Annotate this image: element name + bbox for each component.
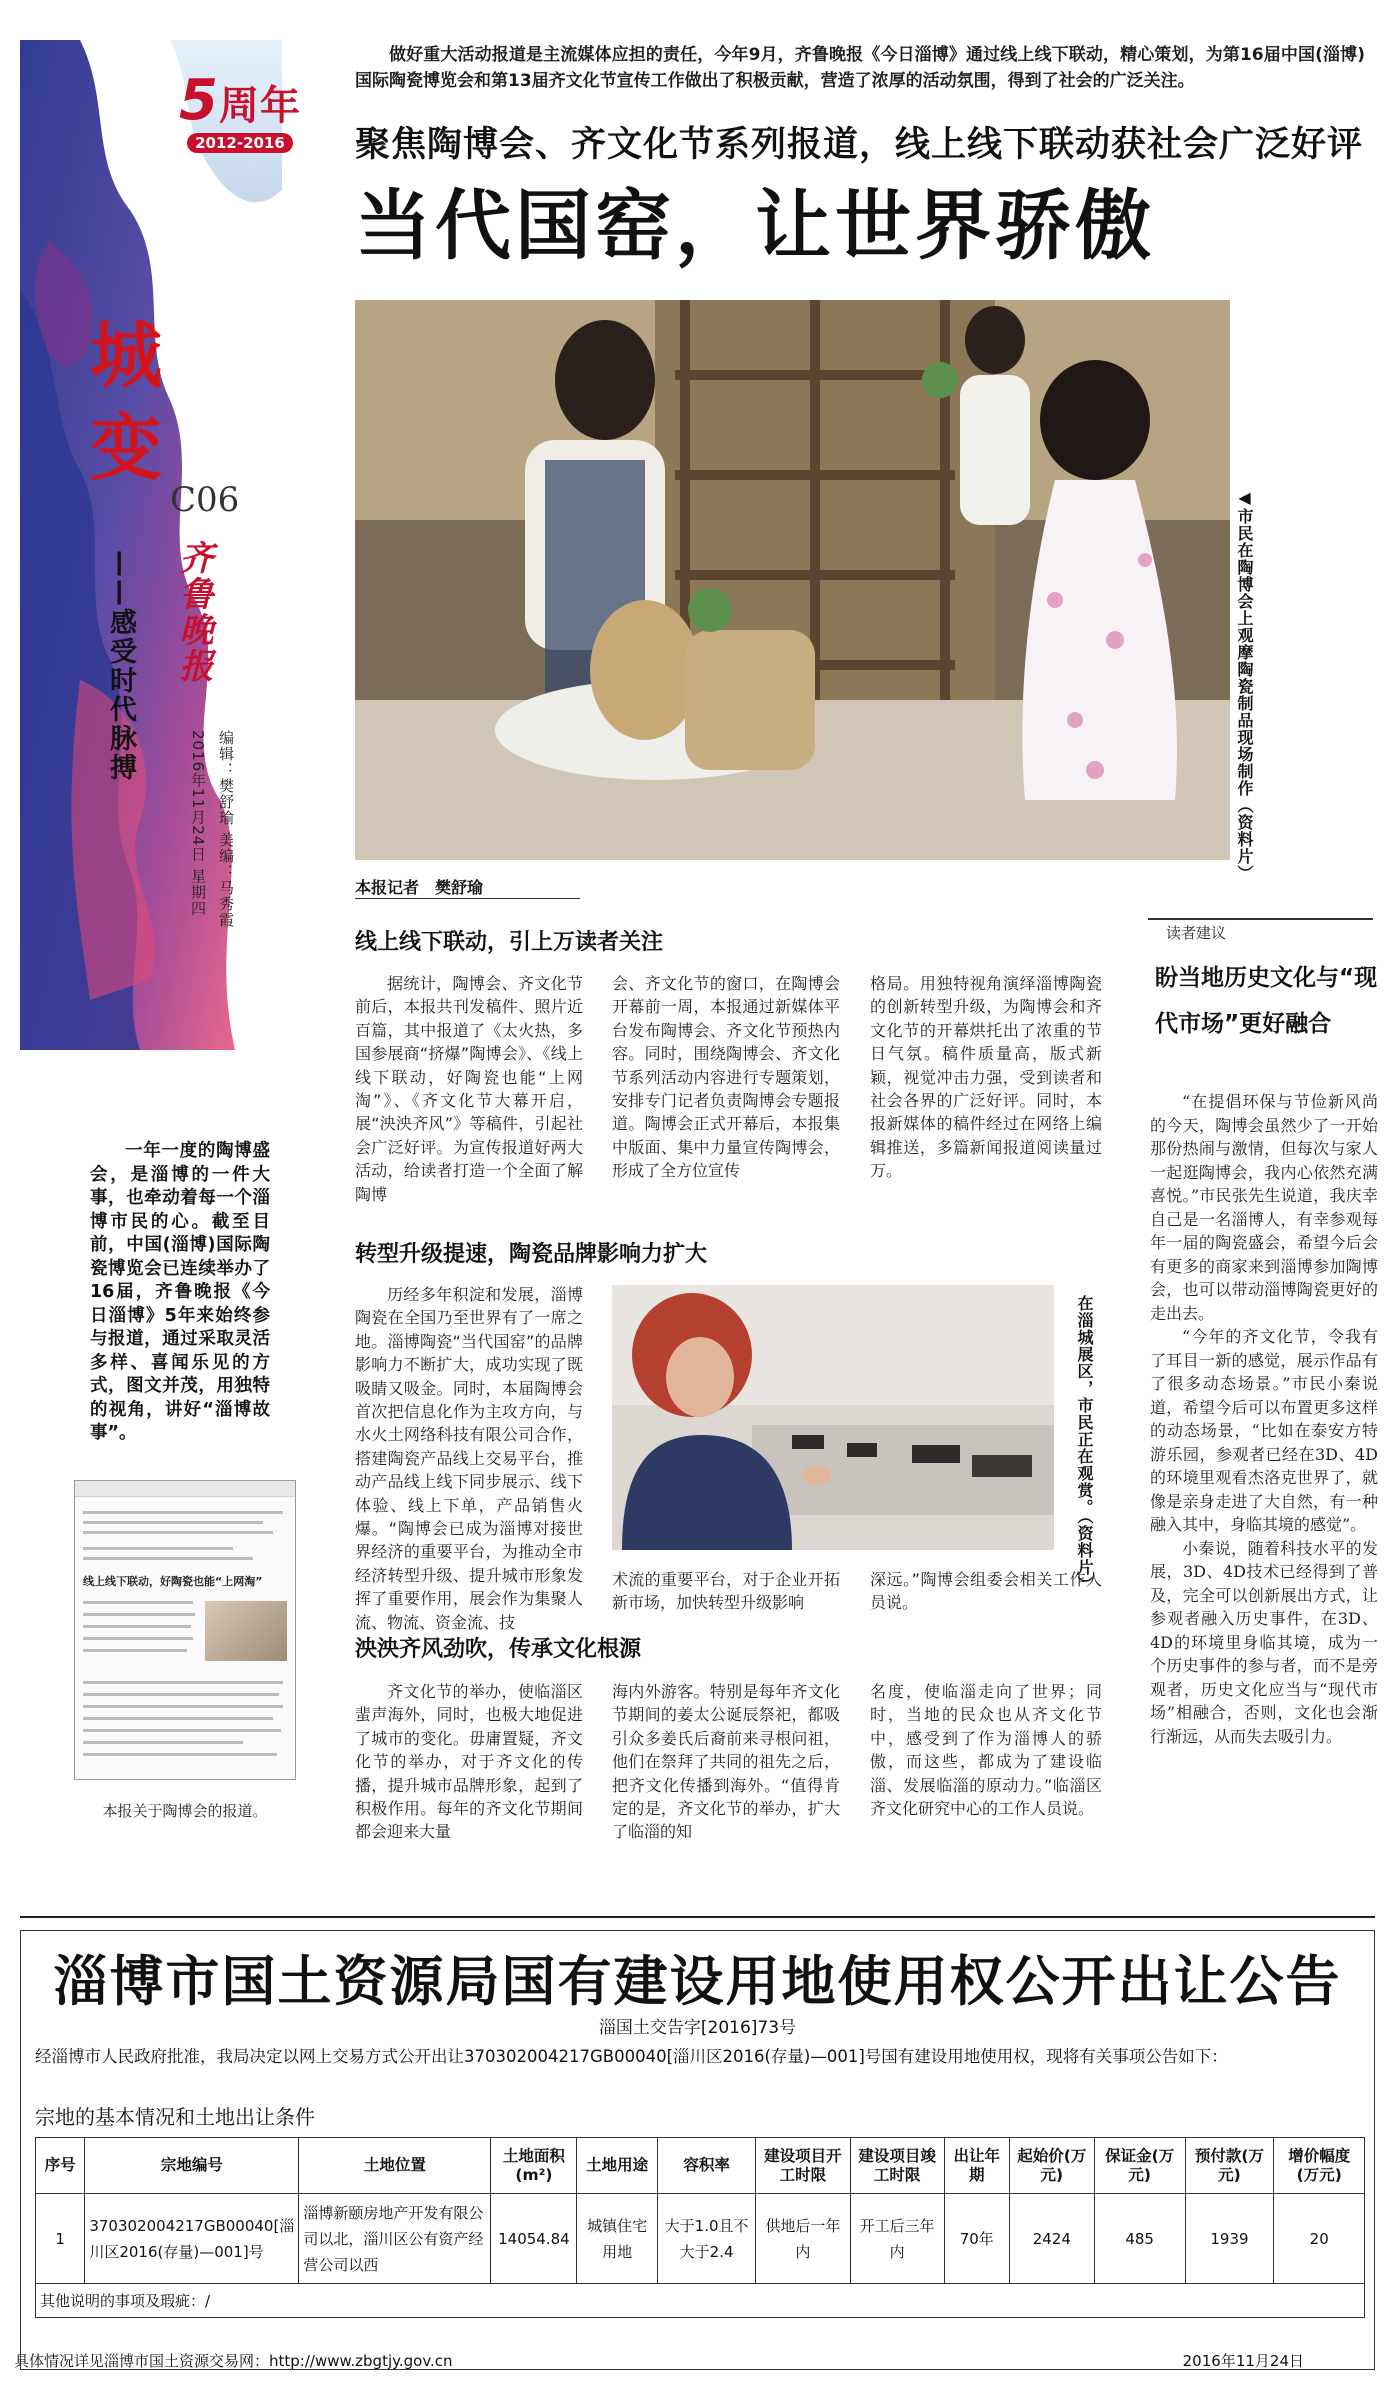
table-cell: 14054.84 xyxy=(491,2194,577,2284)
byline: 本报记者 樊舒瑜 xyxy=(355,878,484,897)
table-cell: 淄博新颐房地产开发有限公司以北，淄川区公有资产经营公司以西 xyxy=(299,2194,491,2284)
exhibition-photo xyxy=(612,1285,1054,1550)
table-header-cell: 增价幅度(万元) xyxy=(1274,2138,1365,2194)
notice-title: 淄博市国土资源局国有建设用地使用权公开出让公告 xyxy=(53,1949,1342,2013)
reader-heading: 盼当地历史文化与“现代市场”更好融合 xyxy=(1155,965,1378,1037)
section-heading-1: 线上线下联动，引上万读者关注 xyxy=(355,930,664,955)
section-3-column-2: 海内外游客。特别是每年齐文化节期间的姜太公诞辰祭祀，都吸引众多姜氏后裔前来寻根问祖，他们在祭拜了共同的祖先之后，把齐文化传播到海外。“值得肯定的是，齐文化节的举办，扩大了临淄的知 xyxy=(612,1682,840,1842)
left-intro-text: 一年一度的陶博盛会，是淄博的一件大事，也牵动着每一个淄博市民的心。截至目前，中国(淄博)国际陶瓷博览会已连续举办了16届，齐鲁晚报《今日淄博》5年来始终参与报道，通过采取灵活多样、喜闻乐见的方式，图文并茂，用独特的视角，讲好“淄博故事”。 xyxy=(90,1141,270,1443)
main-photo-caption: ◀市民在陶博会上观摩陶瓷制品现场制作（资料片） xyxy=(1235,488,1254,882)
newspaper-logo: 齐鲁晚报 xyxy=(173,540,213,684)
reader-rule xyxy=(1148,918,1373,920)
table-header-cell: 序号 xyxy=(36,2138,85,2194)
table-cell: 供地后一年内 xyxy=(756,2194,850,2284)
section-1-column-1: 据统计，陶博会、齐文化节前后，本报共刊发稿件、照片近百篇，其中报道了《太火热，多国参展商“挤爆”陶博会》、《线上线下联动，好陶瓷也能“上网淘”》、《齐文化节大幕开启，展“泱泱齐风”》等稿件，引起社会广泛好评。为宣传报道好两大活动，给读者打造一个全面了解陶博 xyxy=(355,974,583,1204)
notice-intro: 经淄博市人民政府批准，我局决定以网上交易方式公开出让370302004217GB00040[淄川区2016(存量)—001]号国有建设用地使用权，现将有关事项公告如下： xyxy=(35,2047,1228,2066)
section-3-column-3: 名度，使临淄走向了世界；同时，当地的民众也从齐文化节中，感受到了作为淄博人的骄傲，而这些，都成为了建设临淄、发展临淄的原动力。”临淄区齐文化研究中心的工作人员说。 xyxy=(870,1682,1102,1819)
table-header-cell: 起始价(万元) xyxy=(1009,2138,1094,2194)
other-note-cell: 其他说明的事项及瑕疵：/ xyxy=(36,2284,1365,2318)
exhibition-photo-caption: 在淄城展区，市民正在观赏。（资料片） xyxy=(1075,1295,1094,1593)
section-3-column-1: 齐文化节的举办，使临淄区蜚声海外，同时，也极大地促进了城市的变化。毋庸置疑，齐文化节的举办，对于齐文化的传播，提升城市品牌形象，起到了积极作用。每年的齐文化节期间都会迎来大量 xyxy=(355,1682,583,1842)
table-cell: 20 xyxy=(1274,2194,1365,2284)
article-lede: 做好重大活动报道是主流媒体应担的责任，今年9月，齐鲁晚报《今日淄博》通过线上线下联动，精心策划，为第16届中国(淄博)国际陶瓷博览会和第13届齐文化节宣传工作做出了积极贡献，营造了浓厚的活动氛围，得到了社会的广泛关注。 xyxy=(355,45,1365,91)
section-2-column-1: 历经多年积淀和发展，淄博陶瓷在全国乃至世界有了一席之地。淄博陶瓷“当代国窑”的品牌影响力不断扩大，成功实现了既吸睛又吸金。同时，本届陶博会首次把信息化作为主攻方向，与水火土网络科技有限公司合作，搭建陶瓷产品线上交易平台，推动产品线上线下同步展示、线下体验、线上下单，产品销售火爆。“陶博会已成为淄博对接世界经济的重要平台，为推动全市经济转型升级、提升城市形象发挥了重要作用，展会作为集聚人流、物流、资金流、技 xyxy=(355,1285,583,1632)
article-headline: 当代国窑，让世界骄傲 xyxy=(355,181,1155,270)
section-1-column-3: 格局。用独特视角演绎淄博陶瓷的创新转型升级，为陶博会和齐文化节的开幕烘托出了浓重的节日气氛。稿件质量高，版式新颖，视觉冲击力强，受到读者和社会各界的广泛好评。同时，本报新媒体的稿件经过在网络上编辑推送，多篇新闻报道阅读量过万。 xyxy=(870,974,1102,1181)
table-cell: 1 xyxy=(36,2194,85,2284)
page-code: C06 xyxy=(170,480,240,520)
section-masthead xyxy=(20,40,301,1050)
table-header-cell: 保证金(万元) xyxy=(1094,2138,1185,2194)
table-header-row xyxy=(36,2138,1365,2194)
table-header-cell: 建设项目开工时限 xyxy=(756,2138,850,2194)
table-row-note xyxy=(36,2284,1365,2318)
section-heading-3: 泱泱齐风劲吹，传承文化根源 xyxy=(355,1637,642,1662)
notice-footer-website: 具体情况详见淄博市国土资源交易网：http://www.zbgtjy.gov.cn xyxy=(14,2352,453,2370)
notice-subheading: 宗地的基本情况和土地出让条件 xyxy=(35,2105,315,2129)
table-cell: 2424 xyxy=(1009,2194,1094,2284)
editor-line: 编辑：樊舒瑜 美编：马秀霞 xyxy=(217,730,235,928)
table-cell: 开工后三年内 xyxy=(850,2194,944,2284)
table-header-cell: 宗地编号 xyxy=(85,2138,299,2194)
reader-paragraph: “在提倡环保与节俭新风尚的今天，陶博会虽然少了一开始那份热闹与激情，但每次与家人一起逛陶博会，我内心依然充满喜悦。”市民张先生说道，我庆幸自己是一名淄博人，有幸参观每年一届的陶瓷盛会，希望今后会有更多的商家来到淄博参加陶博会，也可以带动淄博陶瓷更好的走出去。 xyxy=(1150,1092,1378,1323)
anniversary-logo: 5周年 2012-2016 xyxy=(179,68,301,152)
table-cell: 485 xyxy=(1094,2194,1185,2284)
ink-wash-decoration xyxy=(20,40,282,1050)
pottery-making-photo xyxy=(355,300,1230,860)
table-cell: 城镇住宅用地 xyxy=(577,2194,658,2284)
table-header-cell: 预付款(万元) xyxy=(1185,2138,1274,2194)
thumbnail-caption: 本报关于陶博会的报道。 xyxy=(102,1802,268,1820)
table-row xyxy=(36,2194,1365,2284)
table-cell: 1939 xyxy=(1185,2194,1274,2284)
notice-number: 淄国土交告字[2016]73号 xyxy=(598,2018,797,2038)
page-separator xyxy=(20,1916,1375,1918)
table-header-cell: 容积率 xyxy=(657,2138,755,2194)
section-title: 城变 xyxy=(89,313,162,490)
main-photo xyxy=(355,300,1230,860)
reader-body xyxy=(1150,1090,1378,1748)
reader-paragraph: “今年的齐文化节，令我有了耳目一新的感觉，展示作品有了很多动态场景。”市民小秦说道，希望今后可以布置更多这样的动态场景，“比如在泰安方特游乐园，参观者已经在3D、4D的环境里观看杰洛克世界了，就像是亲身走进了大自然，有一种融入其中，身临其境的感觉”。 xyxy=(1150,1327,1378,1534)
land-notice xyxy=(20,1930,1375,2370)
anniversary-years: 2012-2016 xyxy=(187,133,293,153)
table-header-cell: 建设项目竣工时限 xyxy=(850,2138,944,2194)
byline-rule xyxy=(355,898,580,899)
notice-footer-date: 2016年11月24日 xyxy=(1182,2352,1304,2370)
land-table xyxy=(35,2137,1365,2318)
exhibition-visitor-photo xyxy=(612,1285,1054,1550)
section-heading-2: 转型升级提速，陶瓷品牌影响力扩大 xyxy=(355,1242,708,1267)
date-line: 2016年11月24日 星期四 xyxy=(189,730,207,917)
thumbnail-headline: 线上线下联动，好陶瓷也能“上网淘” xyxy=(83,1575,263,1588)
section-2-column-2-tail: 术流的重要平台，对于企业开拓新市场，加快转型升级影响 xyxy=(612,1570,840,1613)
reader-paragraph: 小秦说，随着科技水平的发展，3D、4D技术已经得到了普及，完全可以创新展出方式，让参观者融入历史事件，在3D、4D的环境里身临其境，成为一个历史事件的参与者，而不是旁观者，历史文化应当与“现代市场”相融合，否则，文化也会渐行渐远，从而失去吸引力。 xyxy=(1150,1538,1378,1746)
section-subtitle: ——感受时代脉搏 xyxy=(105,550,136,782)
section-1-column-2: 会、齐文化节的窗口，在陶博会开幕前一周，本报通过新媒体平台发布陶博会、齐文化节预热内容。同时，围绕陶博会、齐文化节系列活动内容进行专题策划，安排专门记者负责陶博会专题报道。陶博会正式开幕后，本报集中版面、集中力量宣传陶博会，形成了全方位宣传 xyxy=(612,974,840,1181)
table-cell: 大于1.0且不大于2.4 xyxy=(657,2194,755,2284)
table-cell: 70年 xyxy=(944,2194,1009,2284)
report-thumbnail xyxy=(74,1480,296,1780)
table-header-cell: 土地位置 xyxy=(299,2138,491,2194)
reader-label: 读者建议 xyxy=(1160,922,1232,943)
table-cell: 370302004217GB00040[淄川区2016(存量)—001]号 xyxy=(85,2194,299,2284)
table-header-cell: 出让年期 xyxy=(944,2138,1009,2194)
table-header-cell: 土地用途 xyxy=(577,2138,658,2194)
article-kicker: 聚焦陶博会、齐文化节系列报道，线上线下联动获社会广泛好评 xyxy=(355,125,1364,165)
section-2-column-3-tail: 深远。”陶博会组委会相关工作人员说。 xyxy=(870,1570,1102,1613)
table-header-cell: 土地面积(m²) xyxy=(491,2138,577,2194)
